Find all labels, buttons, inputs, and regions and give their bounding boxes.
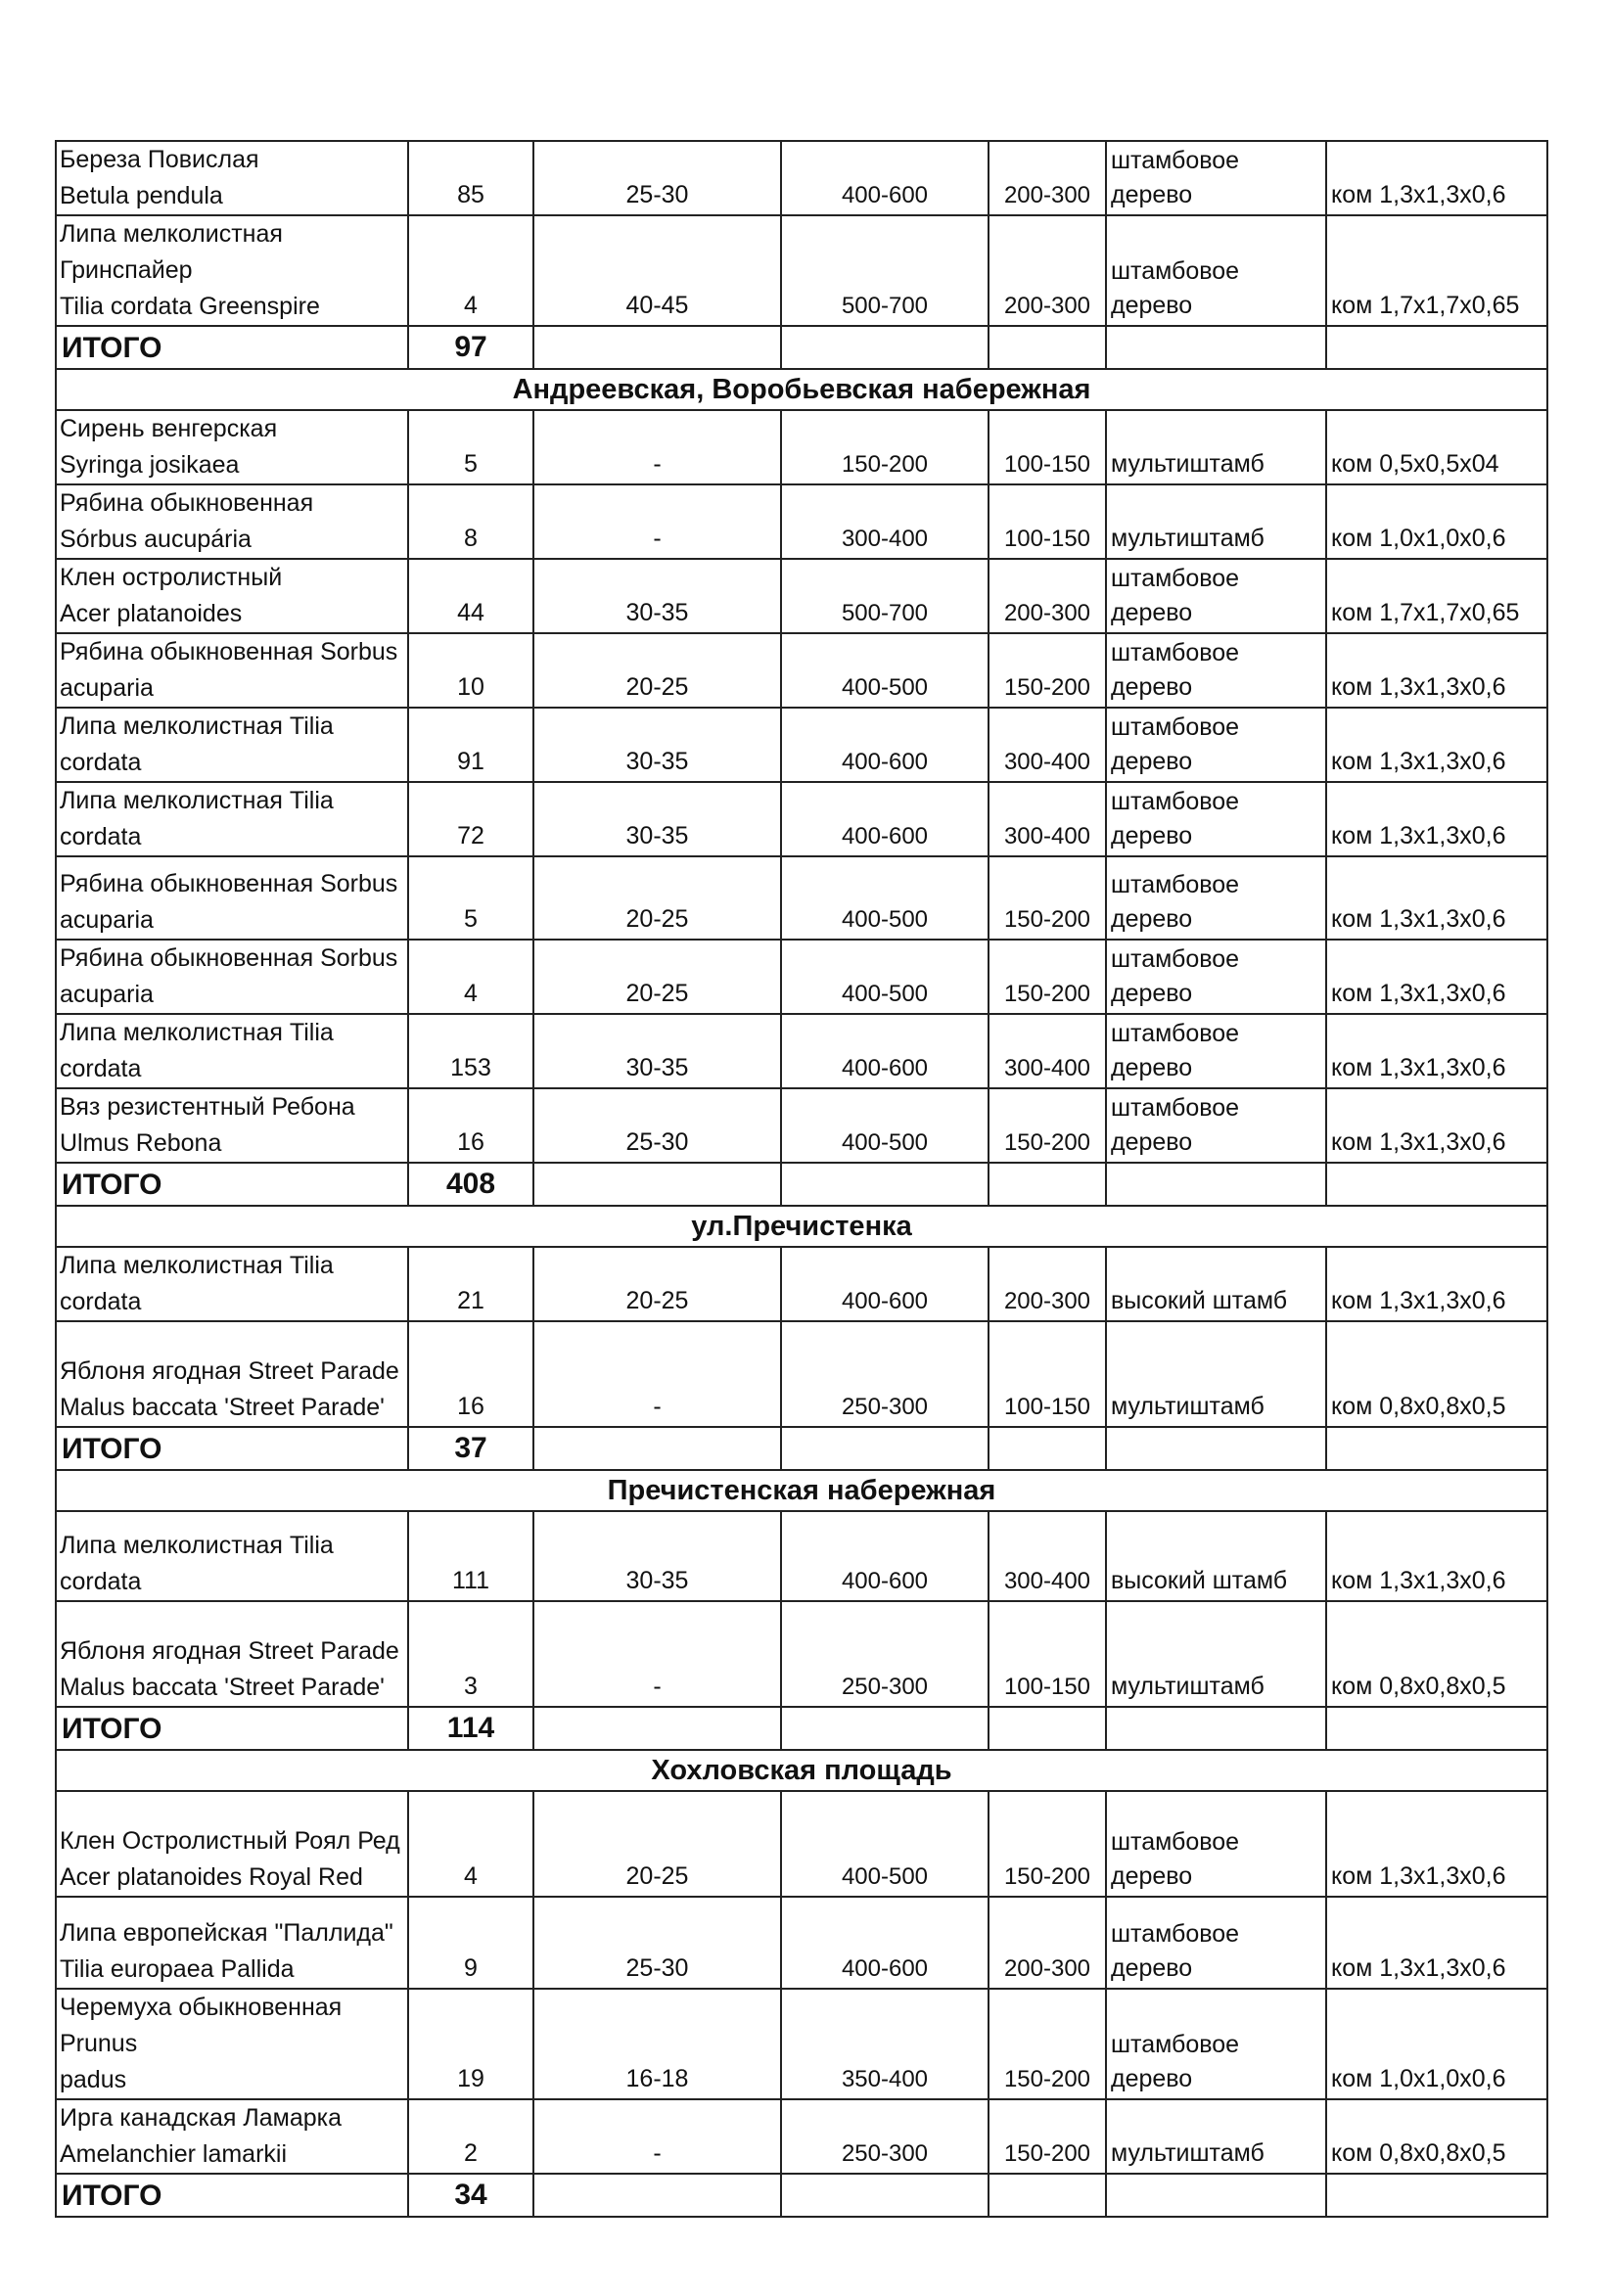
quantity-cell: 111 xyxy=(408,1511,533,1601)
plant-name-cell xyxy=(56,1601,408,1707)
height-cell: 400-600 xyxy=(781,708,989,782)
diameter-cell: 25-30 xyxy=(533,1897,781,1989)
crown-cell: 100-150 xyxy=(989,1321,1106,1427)
height-cell: 250-300 xyxy=(781,1321,989,1427)
table-row xyxy=(56,141,1547,215)
quantity-cell: 5 xyxy=(408,856,533,940)
total-label: ИТОГО xyxy=(56,1163,408,1206)
total-row xyxy=(56,1163,1547,1206)
plant-name-cell xyxy=(56,1511,408,1601)
plant-name-cell xyxy=(56,1088,408,1163)
plant-name-cell xyxy=(56,410,408,484)
quantity-cell: 85 xyxy=(408,141,533,215)
empty-cell xyxy=(781,2174,989,2217)
plant-name-latin: Ulmus Rebona xyxy=(60,1129,222,1157)
plant-name-latin: Tilia europaea Pallida xyxy=(60,1955,295,1983)
root-ball-cell: ком 1,3х1,3х0,6 xyxy=(1326,633,1547,708)
total-row xyxy=(56,326,1547,369)
empty-cell xyxy=(989,1707,1106,1750)
empty-cell xyxy=(989,2174,1106,2217)
root-ball-cell: ком 1,3х1,3х0,6 xyxy=(1326,940,1547,1014)
plant-name-cell xyxy=(56,1247,408,1321)
table-row xyxy=(56,1601,1547,1707)
height-cell: 400-600 xyxy=(781,782,989,856)
plant-name-latin: cordata xyxy=(60,1568,142,1595)
diameter-cell: - xyxy=(533,1601,781,1707)
plant-name-latin: cordata xyxy=(60,823,142,850)
table-row xyxy=(56,215,1547,326)
form-cell: штамбовое дерево xyxy=(1106,141,1326,215)
plant-name-cell xyxy=(56,1321,408,1427)
diameter-cell: - xyxy=(533,410,781,484)
quantity-cell: 91 xyxy=(408,708,533,782)
empty-cell xyxy=(1326,1163,1547,1206)
crown-cell: 300-400 xyxy=(989,708,1106,782)
crown-cell: 150-200 xyxy=(989,1989,1106,2099)
document-page xyxy=(55,140,1546,2218)
root-ball-cell: ком 1,3х1,3х0,6 xyxy=(1326,1014,1547,1088)
root-ball-cell: ком 1,3х1,3х0,6 xyxy=(1326,1791,1547,1897)
plant-name-latin: cordata xyxy=(60,749,142,776)
plant-name-ru: Яблоня ягодная Street Parade xyxy=(60,1357,399,1385)
plant-name-latin: Malus baccata 'Street Parade' xyxy=(60,1674,385,1701)
plant-name-latin: cordata xyxy=(60,1288,142,1315)
plant-name-latin: Betula pendula xyxy=(60,182,223,209)
diameter-cell: 20-25 xyxy=(533,633,781,708)
quantity-cell: 10 xyxy=(408,633,533,708)
form-cell: штамбовое дерево xyxy=(1106,1989,1326,2099)
plant-name-latin: padus xyxy=(60,2066,127,2093)
empty-cell xyxy=(781,1707,989,1750)
height-cell: 400-500 xyxy=(781,1088,989,1163)
form-cell: штамбовое дерево xyxy=(1106,633,1326,708)
quantity-cell: 19 xyxy=(408,1989,533,2099)
form-cell: штамбовое дерево xyxy=(1106,215,1326,326)
empty-cell xyxy=(533,1163,781,1206)
table-row xyxy=(56,1088,1547,1163)
total-value: 114 xyxy=(408,1707,533,1750)
section-heading-row xyxy=(56,369,1547,410)
form-cell: мультиштамб xyxy=(1106,410,1326,484)
diameter-cell: 30-35 xyxy=(533,559,781,633)
diameter-cell: 25-30 xyxy=(533,141,781,215)
crown-cell: 100-150 xyxy=(989,484,1106,559)
empty-cell xyxy=(1326,2174,1547,2217)
empty-cell xyxy=(781,326,989,369)
quantity-cell: 44 xyxy=(408,559,533,633)
plant-name-ru: Ирга канадская Ламарка xyxy=(60,2104,343,2132)
table-row xyxy=(56,940,1547,1014)
empty-cell xyxy=(533,1427,781,1470)
empty-cell xyxy=(533,326,781,369)
table-row xyxy=(56,1014,1547,1088)
empty-cell xyxy=(989,1163,1106,1206)
table-row xyxy=(56,1897,1547,1989)
diameter-cell: 30-35 xyxy=(533,708,781,782)
diameter-cell: 30-35 xyxy=(533,1511,781,1601)
plant-name-cell xyxy=(56,1989,408,2099)
table-row xyxy=(56,1247,1547,1321)
form-cell: мультиштамб xyxy=(1106,1321,1326,1427)
plant-name-cell xyxy=(56,559,408,633)
plant-name-ru: Сирень венгерская xyxy=(60,415,278,442)
form-cell: высокий штамб xyxy=(1106,1247,1326,1321)
root-ball-cell: ком 1,3х1,3х0,6 xyxy=(1326,708,1547,782)
form-cell: мультиштамб xyxy=(1106,2099,1326,2174)
total-label: ИТОГО xyxy=(56,326,408,369)
plant-name-latin: cordata xyxy=(60,1055,142,1082)
plant-name-cell xyxy=(56,708,408,782)
plant-name-cell xyxy=(56,1014,408,1088)
quantity-cell: 5 xyxy=(408,410,533,484)
table-row xyxy=(56,782,1547,856)
height-cell: 500-700 xyxy=(781,215,989,326)
plant-name-ru: Липа европейская "Паллида" xyxy=(60,1919,393,1947)
table-row xyxy=(56,856,1547,940)
height-cell: 150-200 xyxy=(781,410,989,484)
diameter-cell: 25-30 xyxy=(533,1088,781,1163)
table-row xyxy=(56,633,1547,708)
height-cell: 400-600 xyxy=(781,141,989,215)
plant-name-ru: Береза Повислая xyxy=(60,146,259,173)
diameter-cell: 30-35 xyxy=(533,782,781,856)
form-cell: штамбовое дерево xyxy=(1106,559,1326,633)
total-label: ИТОГО xyxy=(56,1707,408,1750)
height-cell: 250-300 xyxy=(781,1601,989,1707)
form-cell: штамбовое дерево xyxy=(1106,1791,1326,1897)
diameter-cell: 20-25 xyxy=(533,856,781,940)
crown-cell: 150-200 xyxy=(989,2099,1106,2174)
plants-table xyxy=(55,140,1548,2218)
empty-cell xyxy=(533,2174,781,2217)
empty-cell xyxy=(781,1427,989,1470)
height-cell: 400-500 xyxy=(781,940,989,1014)
total-row xyxy=(56,2174,1547,2217)
height-cell: 400-500 xyxy=(781,633,989,708)
plant-name-latin: acuparia xyxy=(60,906,154,934)
table-row xyxy=(56,484,1547,559)
plant-name-ru: Яблоня ягодная Street Parade xyxy=(60,1637,399,1665)
crown-cell: 150-200 xyxy=(989,940,1106,1014)
plant-name-cell xyxy=(56,856,408,940)
empty-cell xyxy=(781,1163,989,1206)
crown-cell: 300-400 xyxy=(989,782,1106,856)
plant-name-ru: Липа мелколистная Tilia xyxy=(60,1019,334,1046)
height-cell: 250-300 xyxy=(781,2099,989,2174)
section-heading: Хохловская площадь xyxy=(56,1750,1547,1791)
crown-cell: 100-150 xyxy=(989,410,1106,484)
section-heading-row xyxy=(56,1470,1547,1511)
plant-name-latin: acuparia xyxy=(60,674,154,702)
quantity-cell: 16 xyxy=(408,1088,533,1163)
empty-cell xyxy=(1106,2174,1326,2217)
diameter-cell: 20-25 xyxy=(533,1791,781,1897)
quantity-cell: 4 xyxy=(408,215,533,326)
quantity-cell: 4 xyxy=(408,1791,533,1897)
crown-cell: 200-300 xyxy=(989,1897,1106,1989)
height-cell: 400-600 xyxy=(781,1897,989,1989)
plant-name-ru: Рябина обыкновенная Sorbus xyxy=(60,870,398,897)
root-ball-cell: ком 1,3х1,3х0,6 xyxy=(1326,856,1547,940)
root-ball-cell: ком 1,0х1,0х0,6 xyxy=(1326,1989,1547,2099)
height-cell: 400-600 xyxy=(781,1511,989,1601)
diameter-cell: 20-25 xyxy=(533,1247,781,1321)
crown-cell: 100-150 xyxy=(989,1601,1106,1707)
diameter-cell: 30-35 xyxy=(533,1014,781,1088)
empty-cell xyxy=(1106,1427,1326,1470)
table-row xyxy=(56,410,1547,484)
table-row xyxy=(56,1511,1547,1601)
diameter-cell: - xyxy=(533,484,781,559)
crown-cell: 150-200 xyxy=(989,633,1106,708)
crown-cell: 200-300 xyxy=(989,1247,1106,1321)
root-ball-cell: ком 0,8х0,8х0,5 xyxy=(1326,1601,1547,1707)
form-cell: мультиштамб xyxy=(1106,484,1326,559)
plant-name-ru: Рябина обыкновенная xyxy=(60,489,314,517)
total-value: 37 xyxy=(408,1427,533,1470)
table-row xyxy=(56,708,1547,782)
plant-name-cell xyxy=(56,215,408,326)
table-row xyxy=(56,1791,1547,1897)
section-heading: Андреевская, Воробьевская набережная xyxy=(56,369,1547,410)
form-cell: штамбовое дерево xyxy=(1106,1088,1326,1163)
plant-name-latin: acuparia xyxy=(60,981,154,1008)
crown-cell: 200-300 xyxy=(989,559,1106,633)
section-heading-row xyxy=(56,1750,1547,1791)
total-value: 34 xyxy=(408,2174,533,2217)
height-cell: 400-500 xyxy=(781,1791,989,1897)
plant-name-latin: Malus baccata 'Street Parade' xyxy=(60,1394,385,1421)
table-row xyxy=(56,559,1547,633)
plant-name-ru: Липа мелколистная Tilia xyxy=(60,787,334,814)
section-heading: Пречистенская набережная xyxy=(56,1470,1547,1511)
root-ball-cell: ком 0,8х0,8х0,5 xyxy=(1326,2099,1547,2174)
plant-name-cell xyxy=(56,633,408,708)
root-ball-cell: ком 1,7х1,7х0,65 xyxy=(1326,215,1547,326)
root-ball-cell: ком 1,7х1,7х0,65 xyxy=(1326,559,1547,633)
form-cell: штамбовое дерево xyxy=(1106,856,1326,940)
crown-cell: 300-400 xyxy=(989,1511,1106,1601)
root-ball-cell: ком 1,3х1,3х0,6 xyxy=(1326,1511,1547,1601)
quantity-cell: 16 xyxy=(408,1321,533,1427)
root-ball-cell: ком 0,5х0,5х04 xyxy=(1326,410,1547,484)
root-ball-cell: ком 1,0х1,0х0,6 xyxy=(1326,484,1547,559)
plant-name-cell xyxy=(56,1897,408,1989)
table-row xyxy=(56,2099,1547,2174)
height-cell: 500-700 xyxy=(781,559,989,633)
plant-name-cell xyxy=(56,940,408,1014)
plant-name-ru: Черемуха обыкновенная Prunus xyxy=(60,1994,343,2057)
plant-name-cell xyxy=(56,484,408,559)
empty-cell xyxy=(1106,1707,1326,1750)
total-value: 97 xyxy=(408,326,533,369)
crown-cell: 150-200 xyxy=(989,1088,1106,1163)
plant-name-latin: Amelanchier lamarkii xyxy=(60,2140,288,2168)
form-cell: мультиштамб xyxy=(1106,1601,1326,1707)
table-row xyxy=(56,1321,1547,1427)
diameter-cell: 20-25 xyxy=(533,940,781,1014)
height-cell: 400-600 xyxy=(781,1014,989,1088)
plant-name-latin: Syringa josikaea xyxy=(60,451,240,479)
root-ball-cell: ком 1,3х1,3х0,6 xyxy=(1326,782,1547,856)
section-heading-row xyxy=(56,1206,1547,1247)
height-cell: 350-400 xyxy=(781,1989,989,2099)
empty-cell xyxy=(989,326,1106,369)
quantity-cell: 9 xyxy=(408,1897,533,1989)
root-ball-cell: ком 1,3х1,3х0,6 xyxy=(1326,1897,1547,1989)
plant-name-ru: Липа мелколистная Tilia xyxy=(60,1532,334,1559)
table-row xyxy=(56,1989,1547,2099)
height-cell: 400-600 xyxy=(781,1247,989,1321)
total-label: ИТОГО xyxy=(56,1427,408,1470)
quantity-cell: 21 xyxy=(408,1247,533,1321)
plant-name-latin: Sórbus aucupária xyxy=(60,526,252,553)
crown-cell: 200-300 xyxy=(989,141,1106,215)
empty-cell xyxy=(1326,1427,1547,1470)
diameter-cell: - xyxy=(533,2099,781,2174)
plant-name-ru: Липа мелколистная Гринспайер xyxy=(60,220,283,284)
crown-cell: 150-200 xyxy=(989,856,1106,940)
form-cell: высокий штамб xyxy=(1106,1511,1326,1601)
plant-name-latin: Tilia cordata Greenspire xyxy=(60,293,320,320)
empty-cell xyxy=(1106,326,1326,369)
height-cell: 400-500 xyxy=(781,856,989,940)
root-ball-cell: ком 1,3х1,3х0,6 xyxy=(1326,1247,1547,1321)
empty-cell xyxy=(1326,1707,1547,1750)
plant-name-ru: Клен остролистный xyxy=(60,564,283,591)
crown-cell: 150-200 xyxy=(989,1791,1106,1897)
empty-cell xyxy=(1326,326,1547,369)
plant-name-latin: Acer platanoides xyxy=(60,600,243,627)
crown-cell: 300-400 xyxy=(989,1014,1106,1088)
plant-name-cell xyxy=(56,1791,408,1897)
quantity-cell: 3 xyxy=(408,1601,533,1707)
plant-name-cell xyxy=(56,2099,408,2174)
root-ball-cell: ком 1,3х1,3х0,6 xyxy=(1326,141,1547,215)
empty-cell xyxy=(1106,1163,1326,1206)
height-cell: 300-400 xyxy=(781,484,989,559)
quantity-cell: 2 xyxy=(408,2099,533,2174)
plant-name-cell xyxy=(56,782,408,856)
quantity-cell: 8 xyxy=(408,484,533,559)
table-body xyxy=(56,141,1547,2217)
plant-name-ru: Липа мелколистная Tilia xyxy=(60,712,334,740)
total-row xyxy=(56,1707,1547,1750)
quantity-cell: 4 xyxy=(408,940,533,1014)
diameter-cell: - xyxy=(533,1321,781,1427)
plant-name-ru: Клен Остролистный Роял Ред xyxy=(60,1827,400,1855)
plant-name-cell xyxy=(56,141,408,215)
total-row xyxy=(56,1427,1547,1470)
crown-cell: 200-300 xyxy=(989,215,1106,326)
plant-name-ru: Рябина обыкновенная Sorbus xyxy=(60,638,398,666)
total-label: ИТОГО xyxy=(56,2174,408,2217)
form-cell: штамбовое дерево xyxy=(1106,940,1326,1014)
empty-cell xyxy=(533,1707,781,1750)
form-cell: штамбовое дерево xyxy=(1106,782,1326,856)
total-value: 408 xyxy=(408,1163,533,1206)
root-ball-cell: ком 1,3х1,3х0,6 xyxy=(1326,1088,1547,1163)
quantity-cell: 72 xyxy=(408,782,533,856)
quantity-cell: 153 xyxy=(408,1014,533,1088)
empty-cell xyxy=(989,1427,1106,1470)
form-cell: штамбовое дерево xyxy=(1106,1897,1326,1989)
root-ball-cell: ком 0,8х0,8х0,5 xyxy=(1326,1321,1547,1427)
diameter-cell: 16-18 xyxy=(533,1989,781,2099)
plant-name-latin: Acer platanoides Royal Red xyxy=(60,1863,363,1891)
form-cell: штамбовое дерево xyxy=(1106,708,1326,782)
form-cell: штамбовое дерево xyxy=(1106,1014,1326,1088)
plant-name-ru: Липа мелколистная Tilia xyxy=(60,1252,334,1279)
plant-name-ru: Вяз резистентный Ребона xyxy=(60,1093,355,1121)
section-heading: ул.Пречистенка xyxy=(56,1206,1547,1247)
plant-name-ru: Рябина обыкновенная Sorbus xyxy=(60,944,398,972)
diameter-cell: 40-45 xyxy=(533,215,781,326)
